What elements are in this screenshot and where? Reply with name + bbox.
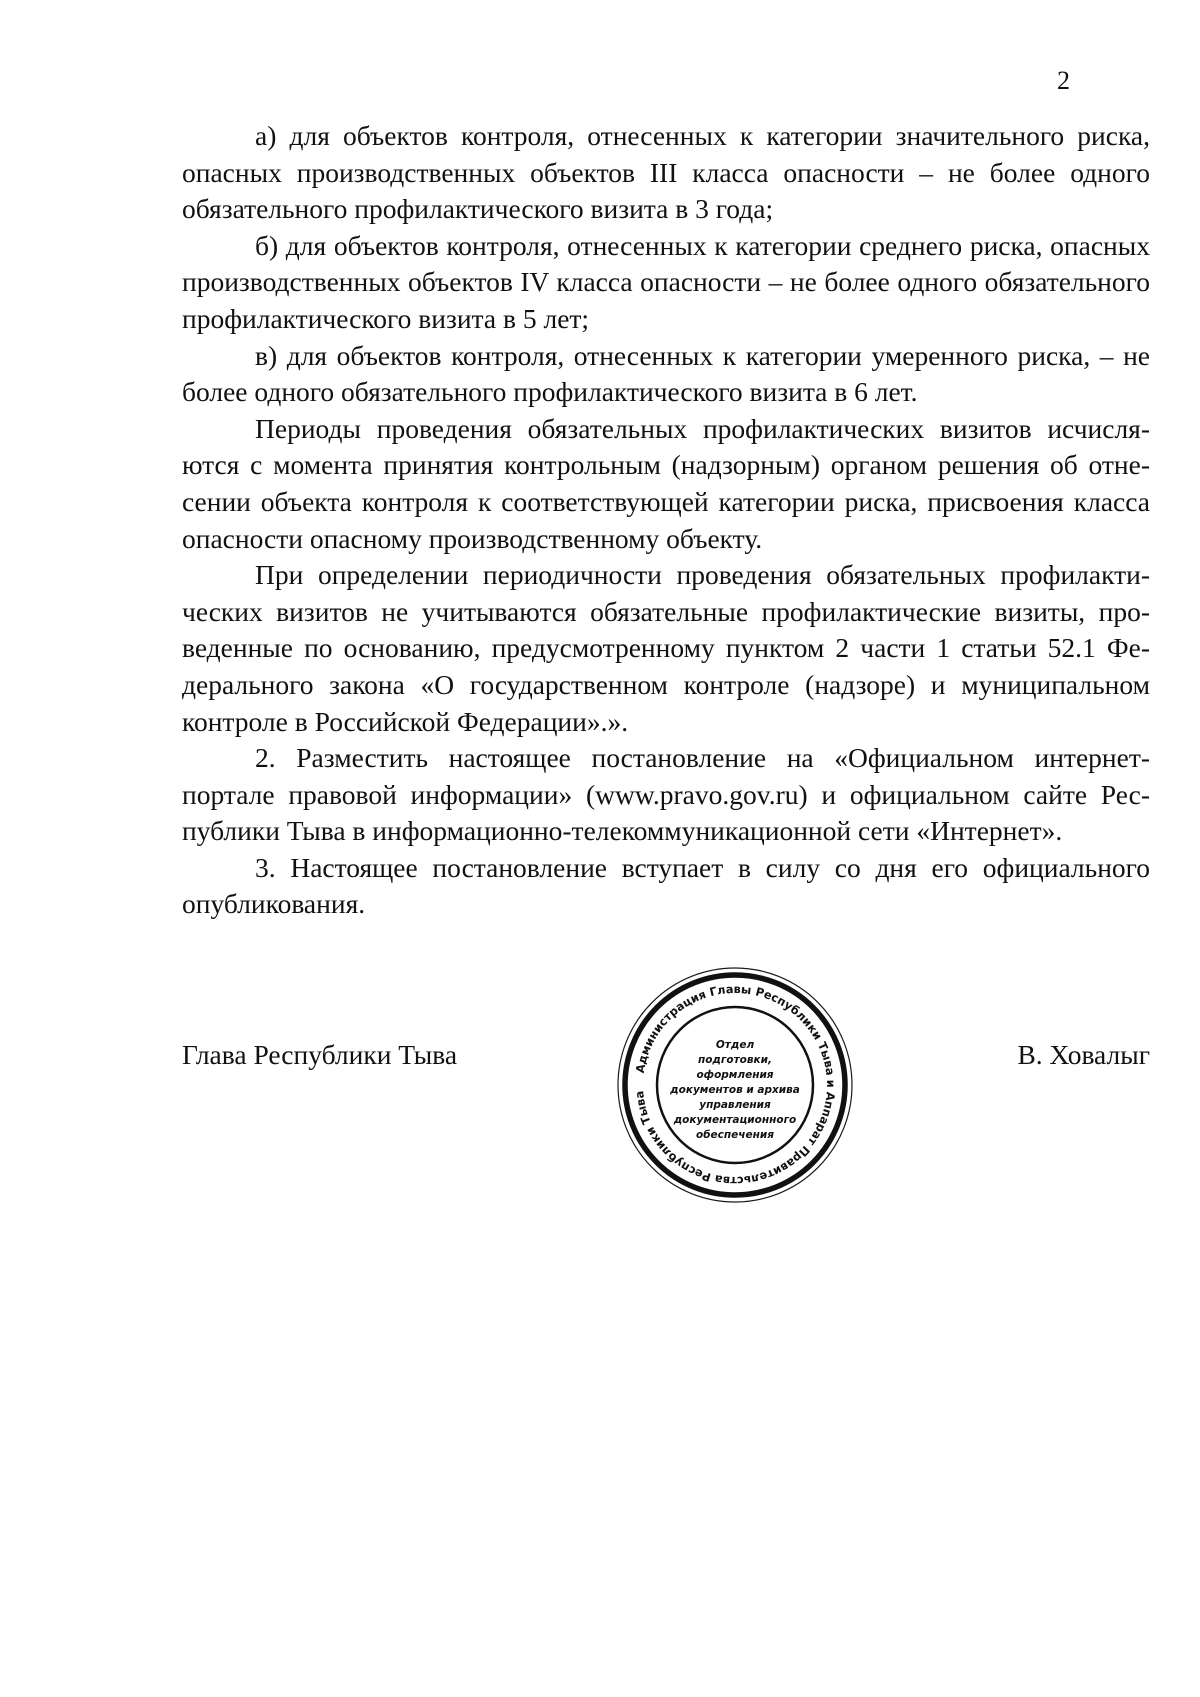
paragraph-clause-3: 3. Настоящее постановление вступает в силу со дня его официального опубликования. <box>182 851 1150 920</box>
paragraph-periodicity: При определении периодичности проведения обязательных профилактических визитов не учитываются обязательные профилактические визиты, проведенные по основанию, предусмотренному пунктом 2 части 1 статьи 52.1 Федерального закона «О государственном контроле (надзоре) и муниципальном контроле в Российской Федерации».». <box>182 559 1150 737</box>
paragraph-item-c: в) для объектов контроля, отнесенных к категории умеренного риска, – не более одного обязательного профилактического визита в 6 лет. <box>182 339 1150 408</box>
page-number: 2 <box>1057 66 1070 95</box>
document-body <box>182 118 1150 923</box>
seal-outer-text: Администрация Главы Республики Тыва и Аппарат Правительства Республики Тыва <box>632 981 839 1189</box>
svg-text:документов и архива: документов и архива <box>670 1084 800 1096</box>
svg-text:управления: управления <box>699 1099 771 1111</box>
svg-text:Отдел: Отдел <box>715 1039 755 1051</box>
svg-text:подготовки,: подготовки, <box>697 1054 773 1066</box>
signatory-name: В. Ховалыг <box>1017 1039 1150 1070</box>
svg-text:оформления: оформления <box>696 1069 774 1081</box>
paragraph-periods: Периоды проведения обязательных профилактических визитов исчисляются с момента принятия контрольным (надзорным) органом решения об отнесении объекта контроля к соответствующей категории риска, присвоения класса опасности опасному производственному объекту. <box>182 412 1150 554</box>
seal-graphic <box>610 960 860 1210</box>
paragraph-item-b: б) для объектов контроля, отнесенных к категории среднего риска, опасных производственных объектов IV класса опасности – не более одного обязательного профилактического визита в 5 лет; <box>182 229 1150 334</box>
svg-text:документационного: документационного <box>673 1114 797 1126</box>
seal-inner-text <box>669 1039 800 1141</box>
official-seal-stamp <box>610 960 860 1210</box>
paragraph-clause-2: 2. Разместить настоящее постановление на «Официальном интернет-портале правовой информации» (www.pravo.gov.ru) и официальном сайте Республики Тыва в информационно-телекоммуникационной сети «Интернет». <box>182 742 1150 847</box>
signatory-title: Глава Республики Тыва <box>182 1039 458 1070</box>
paragraph-item-a: а) для объектов контроля, отнесенных к категории значительного риска, опасных производственных объектов III класса опасности – не более одного обязательного профилактического визита в 3 года; <box>182 120 1150 225</box>
svg-text:обеспечения: обеспечения <box>696 1129 774 1141</box>
